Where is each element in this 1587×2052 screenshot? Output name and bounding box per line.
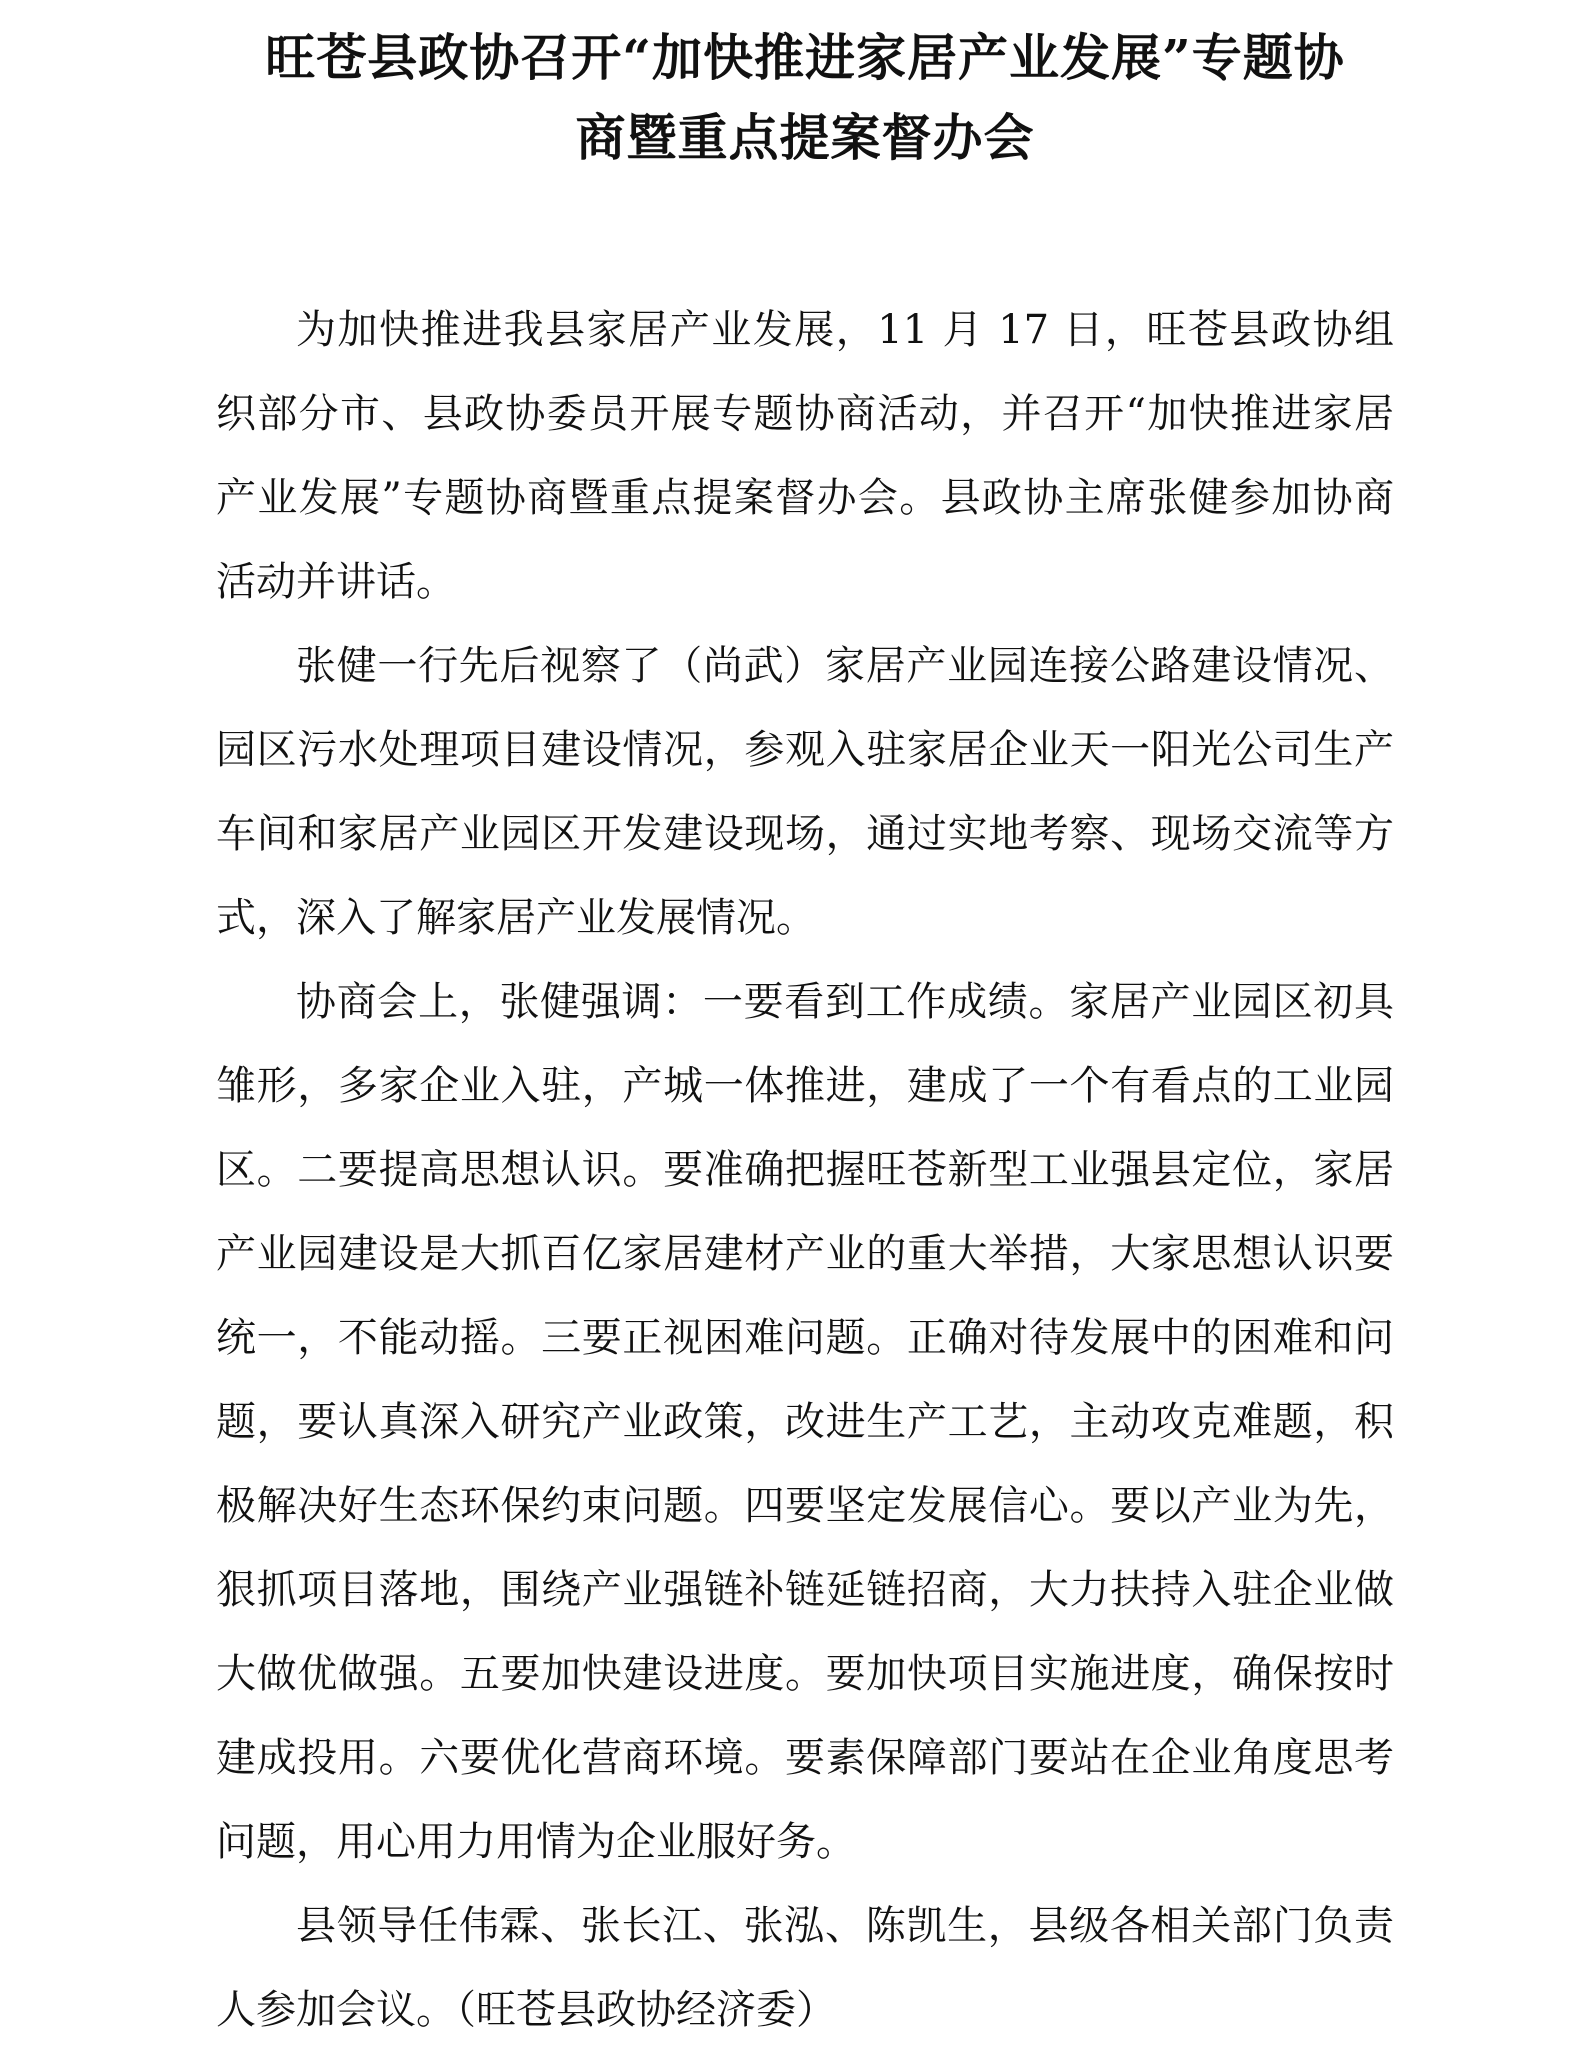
paragraph-attendees: 县领导任伟霖、张长江、张泓、陈凯生，县级各相关部门负责人参加会议。（旺苍县政协经济委） [216,1903,1394,2033]
document-page [216,0,1394,2033]
paragraph-speech: 协商会上，张健强调：一要看到工作成绩。家居产业园区初具雏形，多家企业入驻，产城一体推进，建成了一个有看点的工业园区。二要提高思想认识。要准确把握旺苍新型工业强县定位，家居产业园建设是大抓百亿家居建材产业的重大举措，大家思想认识要统一，不能动摇。三要正视困难问题。正确对待发展中的困难和问题，要认真深入研究产业政策，改进生产工艺，主动攻克难题，积极解决好生态环保约束问题。四要坚定发展信心。要以产业为先，狠抓项目落地，围绕产业强链补链延链招商，大力扶持入驻企业做大做优做强。五要加快建设进度。要加快项目实施进度，确保按时建成投用。六要优化营商环境。要素保障部门要站在企业角度思考问题，用心用力用情为企业服好务。 [216,979,1394,1865]
document-title [216,18,1394,178]
title-line-1: 旺苍县政协召开“加快推进家居产业发展”专题协 [265,28,1345,87]
title-line-2: 商暨重点提案督办会 [575,108,1035,167]
paragraph-intro: 为加快推进我县家居产业发展，11 月 17 日，旺苍县政协组织部分市、县政协委员开展专题协商活动，并召开“加快推进家居产业发展”专题协商暨重点提案督办会。县政协主席张健参加协商活动并讲话。 [216,307,1394,605]
paragraph-inspection: 张健一行先后视察了（尚武）家居产业园连接公路建设情况、园区污水处理项目建设情况，参观入驻家居企业天一阳光公司生产车间和家居产业园区开发建设现场，通过实地考察、现场交流等方式，深入了解家居产业发展情况。 [216,643,1394,941]
document-body [216,288,1394,2052]
